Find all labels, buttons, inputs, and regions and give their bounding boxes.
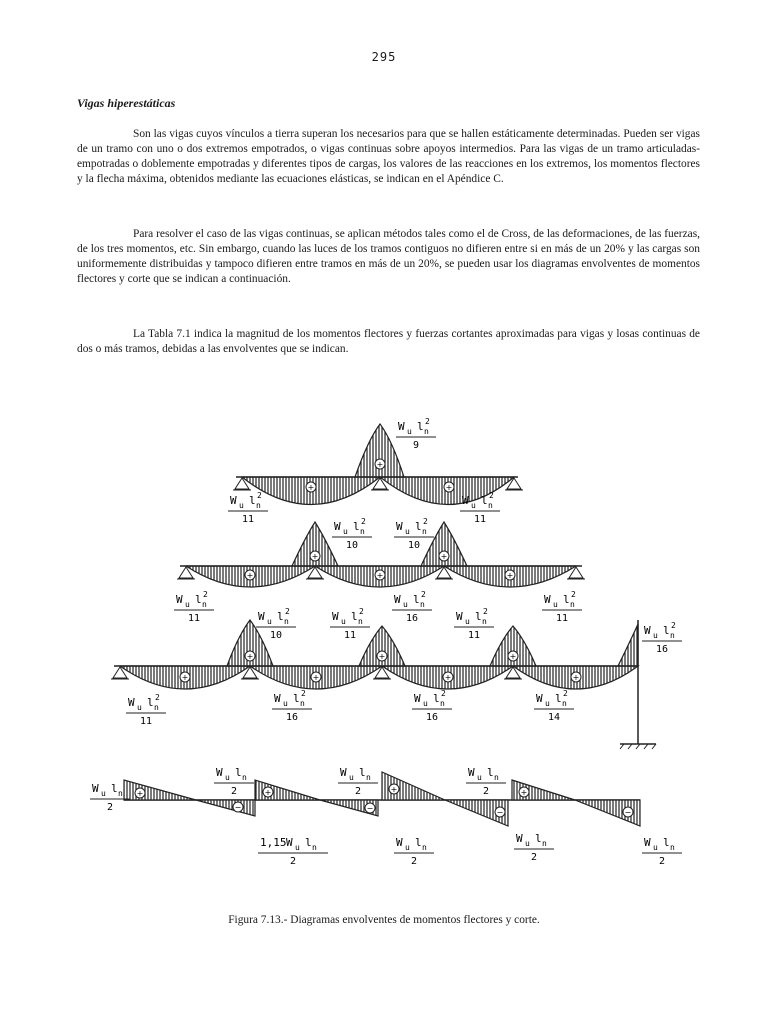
denominator: 10 bbox=[269, 630, 283, 641]
coefficient-label bbox=[338, 766, 378, 797]
denominator: 11 bbox=[139, 716, 153, 727]
l-subscript: n bbox=[562, 699, 567, 708]
l-symbol: l bbox=[475, 610, 482, 623]
exponent: 2 bbox=[489, 491, 494, 500]
moment-diagram-four-span bbox=[111, 620, 656, 749]
w-symbol: W bbox=[340, 766, 347, 779]
l-subscript: n bbox=[358, 617, 363, 626]
exponent: 2 bbox=[421, 590, 426, 599]
denominator: 2 bbox=[230, 786, 238, 797]
w-subscript: u bbox=[341, 617, 346, 626]
l-symbol: l bbox=[663, 836, 670, 849]
w-subscript: u bbox=[343, 527, 348, 536]
l-symbol: l bbox=[235, 766, 242, 779]
w-subscript: u bbox=[225, 773, 230, 782]
l-symbol: l bbox=[147, 696, 154, 709]
w-symbol: W bbox=[274, 692, 281, 705]
l-symbol: l bbox=[663, 624, 670, 637]
svg-text:+: + bbox=[264, 788, 272, 797]
coefficient-label bbox=[392, 590, 432, 624]
paragraph-3: La Tabla 7.1 indica la magnitud de los momentos flectores y fuerzas cortantes aproximadas para vigas y losas continuas de dos o más tramos, debidas a las envolventes que se indican. bbox=[77, 328, 700, 355]
l-subscript: n bbox=[440, 699, 445, 708]
exponent: 2 bbox=[301, 689, 306, 698]
l-subscript: n bbox=[284, 617, 289, 626]
exponent: 2 bbox=[155, 693, 160, 702]
w-subscript: u bbox=[283, 699, 288, 708]
coefficient-label bbox=[412, 689, 452, 723]
w-symbol: W bbox=[334, 520, 341, 533]
svg-text:+: + bbox=[312, 673, 320, 682]
denominator: 2 bbox=[106, 802, 114, 813]
w-subscript: u bbox=[349, 773, 354, 782]
l-subscript: n bbox=[256, 501, 261, 510]
w-symbol: W bbox=[92, 782, 99, 795]
l-symbol: l bbox=[487, 766, 494, 779]
moment-diagram-two-span bbox=[233, 424, 523, 505]
l-symbol: l bbox=[277, 610, 284, 623]
denominator: 16 bbox=[405, 613, 419, 624]
l-symbol: l bbox=[249, 494, 256, 507]
l-symbol: l bbox=[417, 420, 424, 433]
coefficient-label bbox=[256, 607, 296, 641]
l-symbol: l bbox=[293, 692, 300, 705]
l-symbol: l bbox=[415, 836, 422, 849]
svg-text:+: + bbox=[445, 483, 453, 492]
w-symbol: W bbox=[536, 692, 543, 705]
w-symbol: W bbox=[258, 610, 265, 623]
moment-diagram-three-span bbox=[177, 522, 585, 587]
w-subscript: u bbox=[653, 843, 658, 852]
w-subscript: u bbox=[465, 617, 470, 626]
denominator: 10 bbox=[345, 540, 359, 551]
coefficient-label bbox=[174, 590, 214, 624]
svg-text:+: + bbox=[246, 652, 254, 661]
coefficient-factor: 1,15 bbox=[260, 836, 287, 849]
svg-text:+: + bbox=[506, 571, 514, 580]
svg-text:+: + bbox=[136, 789, 144, 798]
w-subscript: u bbox=[553, 600, 558, 609]
coefficient-label bbox=[228, 491, 268, 525]
denominator: 10 bbox=[407, 540, 421, 551]
svg-text:+: + bbox=[181, 673, 189, 682]
denominator: 11 bbox=[241, 514, 255, 525]
page-number: 295 bbox=[371, 50, 397, 64]
l-symbol: l bbox=[111, 782, 118, 795]
l-subscript: n bbox=[202, 600, 207, 609]
coefficient-label bbox=[542, 590, 582, 624]
coefficient-label bbox=[642, 621, 682, 655]
denominator: 9 bbox=[412, 440, 420, 451]
denominator: 2 bbox=[658, 856, 666, 867]
denominator: 11 bbox=[473, 514, 487, 525]
paragraph-1: Son las vigas cuyos vínculos a tierra superan los necesarios para que se hallen estáticamente determinadas. Pueden ser vigas de un tramo con uno o dos extremos empotrados, o vigas continuas sobre apoyos intermedios. Para las vigas de un tramo articuladas-empotradas o doblemente empotradas y diferentes tipos de cargas, los valores de las reacciones en los extremos, los momentos flectores y la flecha máxima, obtenidos mediante las ecuaciones elásticas, se indican en el Apéndice C. bbox=[77, 128, 700, 185]
svg-text:+: + bbox=[376, 571, 384, 580]
coefficient-label bbox=[514, 832, 554, 863]
coefficient-label bbox=[396, 417, 436, 451]
denominator: 11 bbox=[343, 630, 357, 641]
l-subscript: n bbox=[420, 600, 425, 609]
l-subscript: n bbox=[312, 843, 317, 852]
l-subscript: n bbox=[118, 789, 123, 798]
svg-text:+: + bbox=[520, 788, 528, 797]
w-symbol: W bbox=[414, 692, 421, 705]
l-symbol: l bbox=[305, 836, 312, 849]
coefficient-label bbox=[454, 607, 494, 641]
w-subscript: u bbox=[295, 843, 300, 852]
w-subscript: u bbox=[471, 501, 476, 510]
w-symbol: W bbox=[216, 766, 223, 779]
exponent: 2 bbox=[441, 689, 446, 698]
l-subscript: n bbox=[422, 527, 427, 536]
denominator: 16 bbox=[655, 644, 669, 655]
coefficient-label bbox=[394, 836, 434, 867]
denominator: 2 bbox=[530, 852, 538, 863]
w-subscript: u bbox=[239, 501, 244, 510]
denominator: 2 bbox=[354, 786, 362, 797]
w-symbol: W bbox=[398, 420, 405, 433]
denominator: 2 bbox=[410, 856, 418, 867]
fixed-support-icon bbox=[620, 744, 656, 749]
denominator: 14 bbox=[547, 712, 561, 723]
w-subscript: u bbox=[267, 617, 272, 626]
svg-text:−: − bbox=[624, 808, 632, 817]
exponent: 2 bbox=[203, 590, 208, 599]
denominator: 16 bbox=[425, 712, 439, 723]
coefficient-label bbox=[642, 836, 682, 867]
paragraph-2: Para resolver el caso de las vigas continuas, se aplican métodos tales como el de Cross, de las deformaciones, de las fuerzas, de los tres momentos, etc. Sin embargo, cuando las luces de los tramos contiguos no difieren entre si en más de un 20% y las cargas son uniformemente distribuidas y tampoco difieren entre tramos en más de un 20%, se pueden usar los diagramas envolventes de momentos flectores y corte que se indican a continuación. bbox=[77, 228, 700, 285]
w-subscript: u bbox=[545, 699, 550, 708]
l-symbol: l bbox=[415, 520, 422, 533]
w-symbol: W bbox=[286, 836, 293, 849]
w-symbol: W bbox=[644, 836, 651, 849]
svg-text:+: + bbox=[440, 552, 448, 561]
l-symbol: l bbox=[195, 593, 202, 606]
l-symbol: l bbox=[563, 593, 570, 606]
w-subscript: u bbox=[101, 789, 106, 798]
w-symbol: W bbox=[176, 593, 183, 606]
exponent: 2 bbox=[285, 607, 290, 616]
shear-diagram bbox=[124, 772, 640, 826]
w-symbol: W bbox=[230, 494, 237, 507]
w-subscript: u bbox=[185, 600, 190, 609]
l-subscript: n bbox=[494, 773, 499, 782]
w-symbol: W bbox=[468, 766, 475, 779]
w-subscript: u bbox=[423, 699, 428, 708]
l-subscript: n bbox=[424, 427, 429, 436]
l-subscript: n bbox=[242, 773, 247, 782]
l-subscript: n bbox=[670, 631, 675, 640]
exponent: 2 bbox=[359, 607, 364, 616]
svg-text:+: + bbox=[246, 571, 254, 580]
w-symbol: W bbox=[516, 832, 523, 845]
exponent: 2 bbox=[423, 517, 428, 526]
w-subscript: u bbox=[525, 839, 530, 848]
denominator: 11 bbox=[555, 613, 569, 624]
w-subscript: u bbox=[405, 527, 410, 536]
l-symbol: l bbox=[353, 520, 360, 533]
exponent: 2 bbox=[563, 689, 568, 698]
figure-caption: Figura 7.13.- Diagramas envolventes de momentos flectores y corte. bbox=[228, 914, 540, 926]
w-subscript: u bbox=[403, 600, 408, 609]
svg-text:−: − bbox=[234, 803, 242, 812]
w-symbol: W bbox=[456, 610, 463, 623]
exponent: 2 bbox=[671, 621, 676, 630]
w-symbol: W bbox=[396, 836, 403, 849]
coefficient-label bbox=[258, 836, 328, 867]
svg-text:+: + bbox=[390, 785, 398, 794]
coefficient-label bbox=[272, 689, 312, 723]
l-subscript: n bbox=[542, 839, 547, 848]
l-subscript: n bbox=[488, 501, 493, 510]
section-heading: Vigas hiperestáticas bbox=[77, 96, 176, 110]
l-symbol: l bbox=[413, 593, 420, 606]
svg-text:−: − bbox=[366, 804, 374, 813]
w-symbol: W bbox=[544, 593, 551, 606]
coefficient-label bbox=[214, 766, 254, 797]
coefficient-label bbox=[126, 693, 166, 727]
l-symbol: l bbox=[555, 692, 562, 705]
denominator: 11 bbox=[187, 613, 201, 624]
w-symbol: W bbox=[128, 696, 135, 709]
svg-text:+: + bbox=[307, 483, 315, 492]
l-subscript: n bbox=[366, 773, 371, 782]
denominator: 2 bbox=[482, 786, 490, 797]
coefficient-label bbox=[332, 517, 372, 551]
svg-text:+: + bbox=[376, 460, 384, 469]
w-subscript: u bbox=[137, 703, 142, 712]
svg-text:+: + bbox=[444, 673, 452, 682]
l-subscript: n bbox=[570, 600, 575, 609]
w-subscript: u bbox=[653, 631, 658, 640]
l-symbol: l bbox=[433, 692, 440, 705]
coefficient-label bbox=[330, 607, 370, 641]
coefficient-label bbox=[466, 766, 506, 797]
w-symbol: W bbox=[644, 624, 651, 637]
denominator: 11 bbox=[467, 630, 481, 641]
svg-text:−: − bbox=[496, 808, 504, 817]
l-symbol: l bbox=[481, 494, 488, 507]
exponent: 2 bbox=[571, 590, 576, 599]
w-subscript: u bbox=[407, 427, 412, 436]
w-symbol: W bbox=[462, 494, 469, 507]
l-symbol: l bbox=[359, 766, 366, 779]
exponent: 2 bbox=[361, 517, 366, 526]
l-symbol: l bbox=[351, 610, 358, 623]
exponent: 2 bbox=[483, 607, 488, 616]
w-subscript: u bbox=[405, 843, 410, 852]
w-symbol: W bbox=[396, 520, 403, 533]
l-symbol: l bbox=[535, 832, 542, 845]
l-subscript: n bbox=[300, 699, 305, 708]
coefficient-label bbox=[394, 517, 434, 551]
exponent: 2 bbox=[257, 491, 262, 500]
l-subscript: n bbox=[482, 617, 487, 626]
w-subscript: u bbox=[477, 773, 482, 782]
svg-text:+: + bbox=[572, 673, 580, 682]
denominator: 16 bbox=[285, 712, 299, 723]
l-subscript: n bbox=[670, 843, 675, 852]
svg-text:+: + bbox=[509, 652, 517, 661]
denominator: 2 bbox=[289, 856, 297, 867]
w-symbol: W bbox=[332, 610, 339, 623]
l-subscript: n bbox=[360, 527, 365, 536]
w-symbol: W bbox=[394, 593, 401, 606]
coefficient-label bbox=[534, 689, 574, 723]
l-subscript: n bbox=[154, 703, 159, 712]
exponent: 2 bbox=[425, 417, 430, 426]
l-subscript: n bbox=[422, 843, 427, 852]
svg-text:+: + bbox=[378, 652, 386, 661]
svg-text:+: + bbox=[311, 552, 319, 561]
